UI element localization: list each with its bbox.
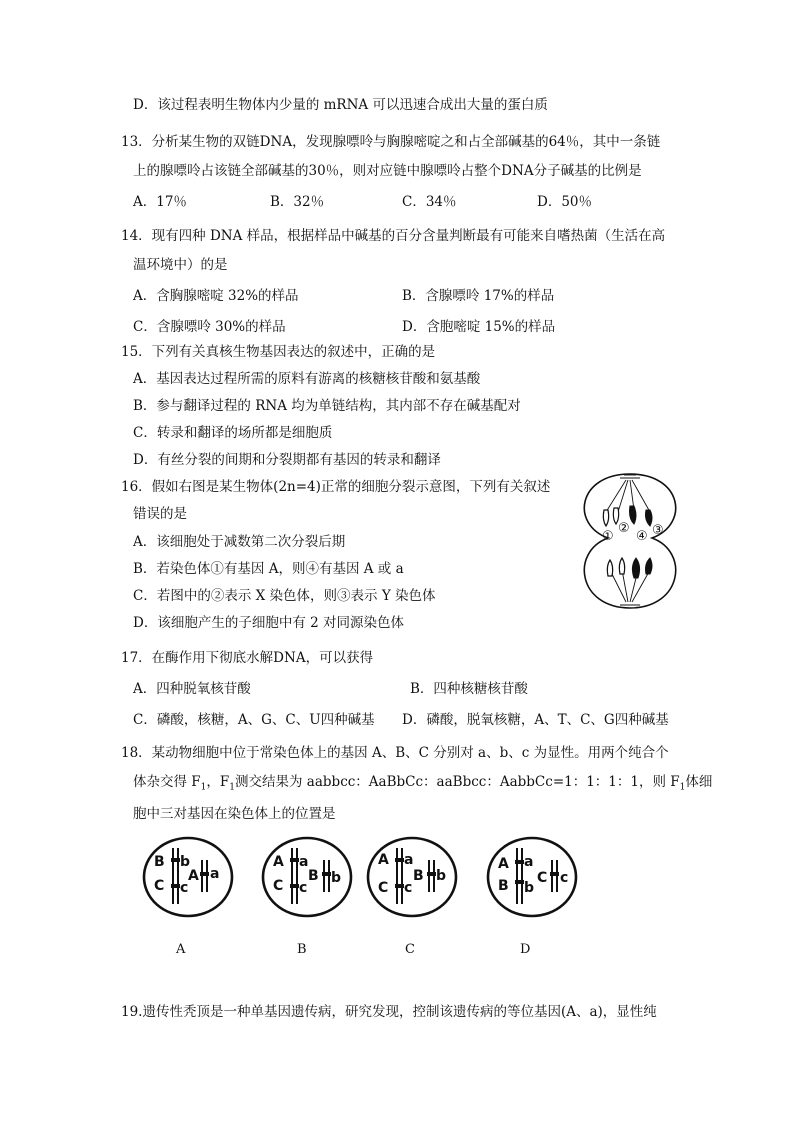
gene-c-a: a	[404, 852, 414, 868]
q18-stem-2	[133, 773, 712, 797]
gene-c-b: b	[436, 868, 447, 884]
q14-option-a: A．含胸腺嘧啶 32%的样品	[133, 288, 299, 304]
q15-option-c: C．转录和翻译的场所都是细胞质	[133, 425, 333, 441]
gene-d-C: C	[537, 870, 548, 886]
figure-b-label: B	[297, 942, 307, 957]
gene-d-a: a	[524, 854, 534, 870]
gene-c-C: C	[378, 880, 389, 896]
q18-stem-3: 胞中三对基因在染色体上的位置是	[133, 806, 336, 822]
q17-option-c: C．磷酸，核糖，A、G、C、U四种碱基	[133, 712, 375, 728]
q16-option-b: B．若染色体①有基因 A，则④有基因 A 或 a	[133, 561, 404, 577]
figure-d-circle	[484, 834, 580, 920]
gene-b-a: a	[299, 854, 309, 870]
q18-stem-1: 18．某动物细胞中位于常染色体上的基因 A、B、C 分别对 a、b、c 为显性。用两个纯合个	[121, 745, 669, 761]
q13-option-d: D．50％	[537, 194, 593, 210]
q18-text-mid: ，F	[206, 774, 230, 790]
q18-text-end: 体细	[685, 774, 713, 790]
figure-c-label: C	[405, 942, 415, 957]
chromosome-label-1: ①	[602, 529, 614, 544]
gene-a-C: C	[154, 878, 165, 894]
gene-b-A: A	[273, 854, 284, 870]
q16-option-c: C．若图中的②表示 X 染色体，则③表示 Y 染色体	[133, 588, 436, 604]
chromosome-label-4: ④	[636, 529, 648, 544]
gene-b-c: c	[299, 880, 308, 896]
q15-option-d: D．有丝分裂的间期和分裂期都有基因的转录和翻译	[133, 452, 441, 468]
gene-d-b: b	[524, 880, 535, 896]
gene-a-B: B	[154, 854, 165, 870]
gene-c-B: B	[413, 868, 424, 884]
chromosome-label-3: ③	[652, 523, 664, 538]
gene-d-B: B	[498, 878, 509, 894]
q18-text-pre: 体杂交得 F	[133, 774, 201, 790]
gene-d-A: A	[498, 856, 509, 872]
q13-stem-1: 13．分析某生物的双链DNA，发现腺嘌呤与胸腺嘧啶之和占全部碱基的64％，其中一条链	[121, 134, 661, 150]
q16-stem-2: 错误的是	[133, 506, 187, 522]
q14-stem-1: 14．现有四种 DNA 样品，根据样品中碱基的百分含量判断最有可能来自嗜热菌（生活在高	[121, 228, 666, 244]
q14-option-b: B．含腺嘌呤 17%的样品	[402, 288, 555, 304]
q15-option-a: A．基因表达过程所需的原料有游离的核糖核苷酸和氨基酸	[133, 371, 481, 387]
q17-stem: 17．在酶作用下彻底水解DNA，可以获得	[121, 650, 374, 666]
gene-b-C: C	[273, 878, 284, 894]
q18-sub-3: 1	[679, 782, 686, 793]
chromosome-label-2: ②	[618, 521, 630, 536]
q17-option-a: A．四种脱氧核苷酸	[133, 681, 251, 697]
gene-a-A: A	[188, 868, 199, 884]
gene-b-b: b	[331, 870, 342, 886]
gene-c-c: c	[404, 880, 413, 896]
gene-d-c: c	[560, 870, 569, 886]
q19-stem: 19.遗传性秃顶是一种单基因遗传病，研究发现，控制该遗传病的等位基因(A、a)，显性纯	[121, 1004, 657, 1020]
figure-d-label: D	[520, 942, 531, 957]
q13-stem-2: 上的腺嘌呤占该链全部碱基的30％，则对应链中腺嘌呤占整个DNA分子碱基的比例是	[133, 163, 642, 179]
gene-a-b: b	[180, 854, 191, 870]
q14-option-d: D．含胞嘧啶 15%的样品	[402, 319, 556, 335]
cell-division-figure	[568, 466, 692, 614]
q16-stem-1: 16．假如右图是某生物体(2n=4)正常的细胞分裂示意图，下列有关叙述	[121, 479, 551, 495]
gene-c-A: A	[378, 852, 389, 868]
gene-a-a: a	[210, 866, 220, 882]
q13-option-a: A．17％	[133, 194, 187, 210]
q17-option-b: B．四种核糖核苷酸	[410, 681, 528, 697]
q18-sub-1: 1	[200, 782, 207, 793]
gene-a-c: c	[180, 880, 189, 896]
q12-option-d: D．该过程表明生物体内少量的 mRNA 可以迅速合成出大量的蛋白质	[133, 97, 548, 113]
q15-stem: 15．下列有关真核生物基因表达的叙述中，正确的是	[121, 344, 436, 360]
figure-c-circle	[364, 834, 460, 920]
q14-stem-2: 温环境中）的是	[133, 257, 228, 273]
figure-b-circle	[259, 834, 355, 920]
q16-option-d: D．该细胞产生的子细胞中有 2 对同源染色体	[133, 615, 404, 631]
q14-option-c: C．含腺嘌呤 30%的样品	[133, 319, 286, 335]
figure-a-label: A	[176, 942, 186, 957]
figure-a-circle	[140, 834, 236, 920]
q16-option-a: A．该细胞处于减数第二次分裂后期	[133, 534, 346, 550]
q17-option-d: D．磷酸，脱氧核糖，A、T、C、G四种碱基	[402, 712, 669, 728]
gene-b-B: B	[308, 868, 319, 884]
q18-sub-2: 1	[229, 782, 236, 793]
q18-text-post: 测交结果为 aabbcc：AaBbCc：aaBbcc：AabbCc=1：1：1：1，则 F	[235, 774, 680, 790]
q13-option-b: B．32％	[270, 194, 325, 210]
q13-option-c: C．34％	[402, 194, 457, 210]
q15-option-b: B．参与翻译过程的 RNA 均为单链结构，其内部不存在碱基配对	[133, 398, 521, 414]
